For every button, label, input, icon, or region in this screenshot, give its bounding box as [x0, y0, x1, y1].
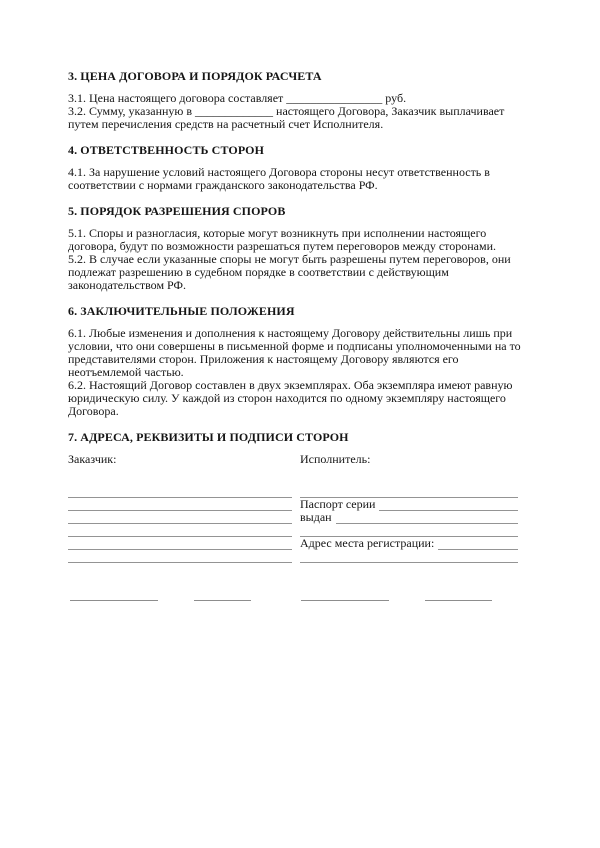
- blank-line: [68, 537, 292, 550]
- clause-4-1: 4.1. За нарушение условий настоящего Договора стороны несут ответственность в соответствии с нормами гражданского законодательства РФ.: [68, 165, 490, 192]
- document-body: [68, 68, 530, 601]
- contractor-signature-line: [301, 590, 389, 601]
- section-final-provisions: [68, 305, 530, 418]
- section-price: [68, 70, 530, 131]
- section-disputes: [68, 205, 530, 292]
- clause-5-1: 5.1. Споры и разногласия, которые могут возникнуть при исполнении настоящего договора, будут по возможности разрешаться путем переговоров между сторонами.: [68, 226, 496, 253]
- blank-line: [68, 498, 292, 511]
- customer-signature-row: [68, 588, 292, 601]
- parties-block: [68, 453, 530, 563]
- passport-series-field: [300, 498, 518, 511]
- customer-label: Заказчик:: [68, 452, 117, 466]
- section-heading-price: 3. ЦЕНА ДОГОВОРА И ПОРЯДОК РАСЧЕТА: [68, 69, 322, 83]
- registration-address-blank: [438, 539, 518, 550]
- section-heading-final-provisions: 6. ЗАКЛЮЧИТЕЛЬНЫЕ ПОЛОЖЕНИЯ: [68, 304, 295, 318]
- contractor-column: [300, 453, 518, 563]
- contractor-fields: [300, 485, 518, 563]
- registration-address-label: Адрес места регистрации:: [300, 536, 435, 550]
- section-addresses-signatures: [68, 431, 530, 444]
- clause-6-1: 6.1. Любые изменения и дополнения к настоящему Договору действительны лишь при условии, что они совершены в письменной форме и подписаны уполномоченными на то представителями сторон. Приложения к настоящему Договору являются его неотъемлемой частью.: [68, 326, 521, 379]
- clause-3-1: 3.1. Цена настоящего договора составляет ________________ руб.: [68, 91, 407, 105]
- section-liability: [68, 144, 530, 192]
- clause-3-2: 3.2. Сумму, указанную в _____________ настоящего Договора, Заказчик выплачивает путем перечисления средств на расчетный счет Исполнителя.: [68, 104, 505, 131]
- clause-5-2: 5.2. В случае если указанные споры не могут быть разрешены путем переговоров, они подлежат разрешению в судебном порядке в соответствии с действующим законодательством РФ.: [68, 252, 511, 292]
- blank-line: [68, 550, 292, 563]
- customer-blank-lines: [68, 485, 292, 563]
- blank-line: [68, 511, 292, 524]
- customer-signature-line: [70, 590, 158, 601]
- customer-column: [68, 453, 292, 563]
- blank-line: [68, 524, 292, 537]
- passport-series-blank: [379, 500, 518, 511]
- section-heading-addresses-signatures: 7. АДРЕСА, РЕКВИЗИТЫ И ПОДПИСИ СТОРОН: [68, 430, 349, 444]
- section-heading-liability: 4. ОТВЕТСТВЕННОСТЬ СТОРОН: [68, 143, 265, 157]
- blank-line: [68, 485, 292, 498]
- contractor-label: Исполнитель:: [300, 452, 371, 466]
- blank-line: [300, 550, 518, 563]
- clause-6-2: 6.2. Настоящий Договор составлен в двух экземплярах. Оба экземпляра имеют равную юридическую силу. У каждой из сторон находится по одному экземпляру настоящего Договора.: [68, 378, 513, 418]
- passport-issued-label: выдан: [300, 510, 332, 524]
- section-heading-disputes: 5. ПОРЯДОК РАЗРЕШЕНИЯ СПОРОВ: [68, 204, 286, 218]
- contractor-name-line: [425, 590, 492, 601]
- passport-series-label: Паспорт серии: [300, 497, 376, 511]
- customer-name-line: [194, 590, 251, 601]
- passport-issued-field: [300, 511, 518, 524]
- passport-issued-blank: [336, 513, 518, 524]
- contractor-signature-row: [300, 588, 518, 601]
- signature-lines-block: [68, 588, 530, 601]
- registration-address-field: [300, 537, 518, 550]
